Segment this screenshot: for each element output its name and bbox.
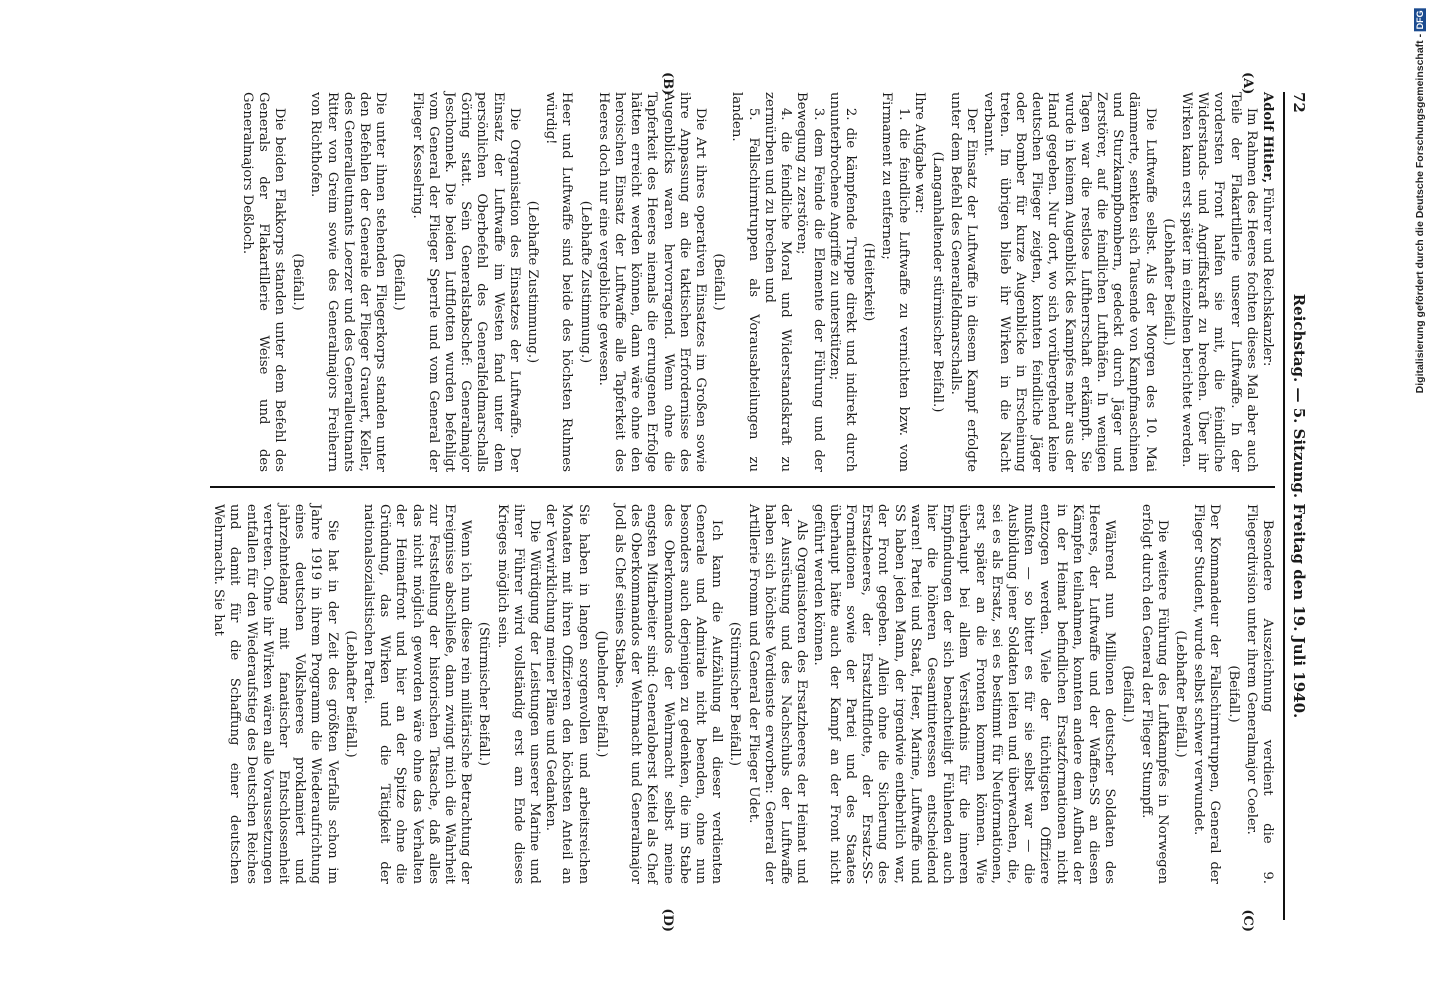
paragraph: Der Einsatz der Luftwaffe in diesem Kampf erfolgte unter dem Befehl des Generalfeldmarschalls. (948, 92, 980, 472)
running-head: Reichstag. — 5. Sitzung. Freitag den 19. Juli 1940. (1290, 293, 1308, 719)
margin-mark-d: (D) (660, 908, 675, 932)
paragraph: Der Kommandeur der Fallschirmtruppen, General der Flieger Student, wurde selbst schwer verwundet. (1191, 504, 1223, 884)
dfg-logo: DFG (1415, 10, 1425, 29)
paragraph: Heer und Luftwaffe sind beide des höchsten Ruhmes würdig! (543, 92, 575, 472)
stamp-text: Digitalisierung gefördert durch die Deutsche Forschungsgemeinschaft - (1414, 31, 1426, 394)
paragraph: 2. die kämpfende Truppe direkt und indirekt durch ununterbrochene Angriffe zu unterstützen; (826, 92, 858, 472)
interjection: (Heiterkeit) (861, 242, 877, 322)
speaker-role: Führer und Reichskanzler: (1260, 183, 1275, 367)
digitization-stamp (1414, 8, 1426, 393)
interjection: (Beifall.) (290, 253, 306, 311)
paragraph: Besondere Auszeichnung verdient die 9. Fliegerdivision unter ihrem Generalmajor Coeler. (1243, 504, 1275, 884)
interjection: (Lebhafter Beifall.) (342, 630, 358, 758)
paragraph: Im Rahmen des Heeres fochten dieses Mal aber auch Teile der Flakartillerie unserer Luftwaffe. In der vordersten Front halfen sie mit, die feindliche Widerstands- und Angriffskraft zu brechen. Über ihr Wirken kann erst später im einzelnen berichtet werden. (1178, 92, 1259, 472)
interjection: (Lebhafter Beifall.) (1172, 630, 1188, 758)
margin-mark-b: (B) (660, 72, 675, 96)
document-page (107, 70, 1327, 930)
paragraph: Die weitere Führung des Luftkampfes in Norwegen erfolgt durch den General der Flieger Stumpff. (1138, 504, 1170, 884)
speaker-name: Adolf Hitler, (1260, 92, 1275, 184)
interjection: (Langanhaltender stürmischer Beifall.) (929, 151, 945, 413)
page-header (1283, 92, 1307, 920)
margin-mark-c: (C) (1240, 909, 1255, 932)
interjection: (Lebhafte Zustimmung.) (577, 200, 593, 364)
text-columns (210, 72, 1275, 932)
paragraph: Sie hat in der Zeit des größten Verfalls schon im Jahre 1919 in ihrem Programm die Wiederaufrichtung eines deutschen Volksheeres proklamiert und jahrzehntelang mit fanatischer Entschlossenheit vertreten. Ohne ihr Wirken wären alle Voraussetzungen entfallen für den Wiederaufstieg des Deutschen Reiches und damit für die Schaffung einer deutschen Wehrmacht. Sie hat (211, 504, 340, 884)
speaker-line (1259, 92, 1275, 472)
paragraph: 4. die feindliche Moral und Widerstandskraft zu zermürben und zu brechen und (761, 92, 794, 472)
left-column (210, 92, 1275, 488)
paragraph: Sie haben in langen sorgenvollen und arbeitsreichen Monaten mit ihren Offizieren den höchsten Anteil an der Verwirklichung meiner Pläne und Gedanken. (543, 504, 591, 884)
interjection: (Beifall.) (1225, 665, 1241, 723)
interjection: (Lebhafter Beifall.) (1160, 218, 1176, 346)
paragraph: Ihre Aufgabe war: (911, 92, 927, 214)
interjection: (Beifall.) (711, 253, 727, 311)
paragraph: Die Luftwaffe selbst. Als der Morgen des 10. Mai dämmerte, senkten sich Tausende von Kampfmaschinen und Sturzkampfbombern, gedeckt durch Jäger und Zerstörer, auf die feindlichen Lufthäfen. In wenigen Tagen war die restlose Luftherrschaft erkämpft. Sie wurde in keinem Augenblick des Kampfes mehr aus der Hand gegeben. Nur dort, wo sich vorübergehend keine deutschen Flieger zeigten, konnten feindliche Jäger oder Bomber für kurze Augenblicke in Erscheinung treten. Im übrigen blieb ihr Wirken in die Nacht verbannt. (980, 92, 1158, 472)
interjection: (Jubelnder Beifall.) (593, 630, 609, 758)
paragraph: Die Würdigung der Leistungen unserer Marine und ihrer Führer wird vollständig erst am Ende dieses Krieges möglich sein. (494, 504, 543, 884)
interjection: (Beifall.) (1120, 665, 1136, 723)
right-column (210, 488, 1275, 884)
paragraph: Die unter ihnen stehenden Fliegerkorps standen unter den Befehlen der Generale der Flieger Grauert, Keller, des Generalleutnants Loerzer und des Generalleutnants Ritter von Greim sowie des Generalmajors Freiherrn von Richthofen. (308, 92, 389, 472)
paragraph: 5. Fallschirmtruppen als Vorausabteilungen zu landen. (729, 92, 761, 472)
paragraph: Die beiden Flakkorps standen unter dem Befehl des Generals der Flakartillerie Weise und des Generalmajors Deßloch. (239, 92, 288, 472)
paragraph: Die Art ihres operativen Einsatzes im Großen sowie ihre Anpassung an die taktischen Erfordernisse des Augenblicks waren hervorragend. Wenn ohne die Tapferkeit des Heeres niemals die errungenen Erfolge hätten erreicht werden können, dann wäre ohne den heroischen Einsatz der Luftwaffe alle Tapferkeit des Heeres doch nur eine vergebliche gewesen. (595, 92, 709, 472)
paragraph: Die Organisation des Einsatzes der Luftwaffe. Der Einsatz der Luftwaffe im Westen fand unter dem persönlichen Oberbefehl des Generalfeldmarschalls Göring statt. Sein Generalstabschef: Generalmajor Jeschonnek. Die beiden Luftflotten wurden befehligt vom General der Flieger Sperrle und vom General der Flieger Kesselring. (409, 92, 522, 472)
paragraph: Als Organisatoren des Ersatzheeres der Heimat und der Ausrüstung und des Nachschubs der Luftwaffe haben sich höchste Verdienste erworben: General der Artillerie Fromm und General der Flieger Udet. (745, 504, 810, 884)
interjection: (Stürmischer Beifall.) (727, 621, 743, 767)
paragraph: 1. die feindliche Luftwaffe zu vernichten bzw. vom Firmament zu entfernen; (879, 92, 911, 472)
interjection: (Lebhafte Zustimmung.) (525, 200, 541, 364)
paragraph: 3. dem Feinde die Elemente der Führung und der Bewegung zu zerstören; (794, 92, 826, 472)
margin-mark-a: (A) (1240, 72, 1255, 95)
paragraph: Ich kann die Aufzählung all dieser verdienten Generale und Admirale nicht beenden, ohne nun besonders auch derjenigen zu gedenken, die im Stabe des Oberkommandos der Wehrmacht selbst meine engsten Mitarbeiter sind: Generaloberst Keitel als Chef des Oberkommandos der Wehrmacht und Generalmajor Jodl als Chef seines Stabes. (612, 504, 725, 884)
paragraph: Während nun Millionen deutscher Soldaten des Heeres, der Luftwaffe und der Waffen-SS an diesen Kämpfen teilnahmen, konnten andere dem Aufbau der in der Heimat befindlichen Ersatzformationen nicht entzogen werden. Viele der tüchtigsten Offiziere mußten — so bitter es für sie selbst war — die Ausbildung jener Soldaten leiten und überwachen, die, sei es als Ersatz, sei es bestimmt für Neuformationen, erst später an die Fronten kommen können. Wie überhaupt bei allem Verständnis für die inneren Empfindungen der sich benachteiligt Fühlenden auch hier die höheren Gesamtinteressen entscheidend waren! Partei und Staat, Heer, Marine, Luftwaffe und SS haben jeden Mann, der irgendwie entbehrlich war, der Front gegeben. Allein ohne die Sicherung des Ersatzheeres, der Ersatzluftflotte, der Ersatz-SS-Formationen sowie der Partei und des Staates überhaupt hätte auch der Kampf an der Front nicht geführt werden können. (810, 504, 1118, 884)
interjection: (Beifall.) (391, 253, 407, 311)
interjection: (Stürmischer Beifall.) (476, 621, 492, 767)
page-number: 72 (1290, 92, 1308, 113)
paragraph: Wenn ich nun diese rein militärische Betrachtung der Ereignisse abschließe, dann zwingt mich die Wahrheit zur Feststellung der historischen Tatsache, daß alles das nicht möglich geworden wäre ohne das Verhalten der Heimatfront und hier an der Spitze ohne die Gründung, das Wirken und die Tätigkeit der nationalsozialistischen Partei. (361, 504, 474, 884)
